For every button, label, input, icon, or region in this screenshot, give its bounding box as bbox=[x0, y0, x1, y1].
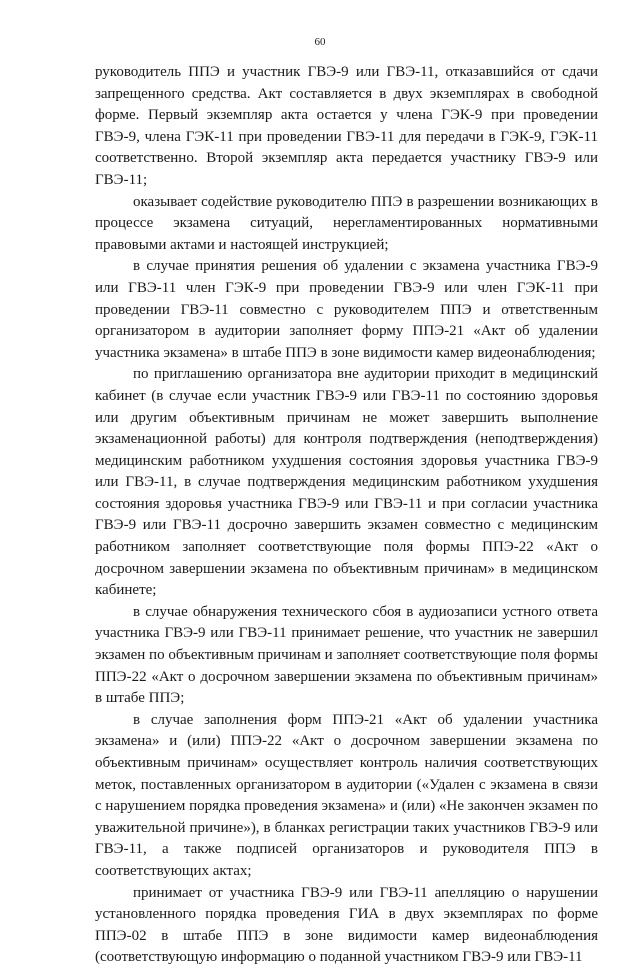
paragraph: в случае обнаружения технического сбоя в аудиозаписи устного ответа участника ГВЭ-9 или ГВЭ-11 принимает решение, что участник не завершил экзамен по объективным причинам и заполняет соответствующие поля формы ППЭ-22 «Акт о досрочном завершении экзамена по объективным причинам» в штабе ППЭ; bbox=[95, 603, 598, 707]
paragraph: руководитель ППЭ и участник ГВЭ-9 или ГВЭ-11, отказавшийся от сдачи запрещенного средства. Акт составляется в двух экземплярах в свободной форме. Первый экземпляр акта остается у члена ГЭК-9 при проведении ГВЭ-9, члена ГЭК-11 при проведении ГВЭ-11 для передачи в ГЭК-9, ГЭК-11 соответственно. Второй экземпляр акта передается участнику ГВЭ-9 или ГВЭ-11; bbox=[95, 64, 598, 188]
paragraph: в случае заполнения форм ППЭ-21 «Акт об удалении участника экзамена» и (или) ППЭ-22 «Акт о досрочном завершении экзамена по объективным причинам» осуществляет контроль наличия соответствующих меток, поставленных организатором в аудитории («Удален с экзамена в связи с нарушением порядка проведения экзамена» и (или) «Не закончен экзамен по уважительной причине»), в бланках регистрации таких участников ГВЭ-9 или ГВЭ-11, а также подписей организаторов и руководителя ППЭ в соответствующих актах; bbox=[95, 711, 598, 879]
paragraph: в случае принятия решения об удалении с экзамена участника ГВЭ-9 или ГВЭ-11 член ГЭК-9 при проведении ГВЭ-9 или член ГЭК-11 при проведении ГВЭ-11 совместно с руководителем ППЭ и ответственным организатором в аудитории заполняет форму ППЭ-21 «Акт об удалении участника экзамена» в штабе ППЭ в зоне видимости камер видеонаблюдения; bbox=[95, 258, 598, 361]
paragraph: оказывает содействие руководителю ППЭ в разрешении возникающих в процессе экзамена ситуаций, нерегламентированных нормативными правовыми актами и настоящей инструкцией; bbox=[95, 193, 598, 253]
document-body bbox=[95, 62, 598, 969]
page-number: 60 bbox=[314, 36, 326, 48]
paragraph: по приглашению организатора вне аудитории приходит в медицинский кабинет (в случае если участник ГВЭ-9 или ГВЭ-11 по состоянию здоровья или другим объективным причинам не может завершить выполнение экзаменационной работы) для контроля подтверждения (неподтверждения) медицинским работником ухудшения состояния здоровья участника ГВЭ-9 или ГВЭ-11, в случае подтверждения медицинским работником ухудшения состояния здоровья участника ГВЭ-9 или ГВЭ-11 и при согласии участника ГВЭ-9 или ГВЭ-11 досрочно завершить экзамен совместно с медицинским работником заполняет соответствующие поля формы ППЭ-22 «Акт о досрочном завершении экзамена по объективным причинам» в медицинском кабинете; bbox=[95, 366, 598, 599]
paragraph: принимает от участника ГВЭ-9 или ГВЭ-11 апелляцию о нарушении установленного порядка проведения ГИА в двух экземплярах по форме ППЭ-02 в штабе ППЭ в зоне видимости камер видеонаблюдения (соответствующую информацию о поданной участником ГВЭ-9 или ГВЭ-11 bbox=[95, 884, 598, 966]
